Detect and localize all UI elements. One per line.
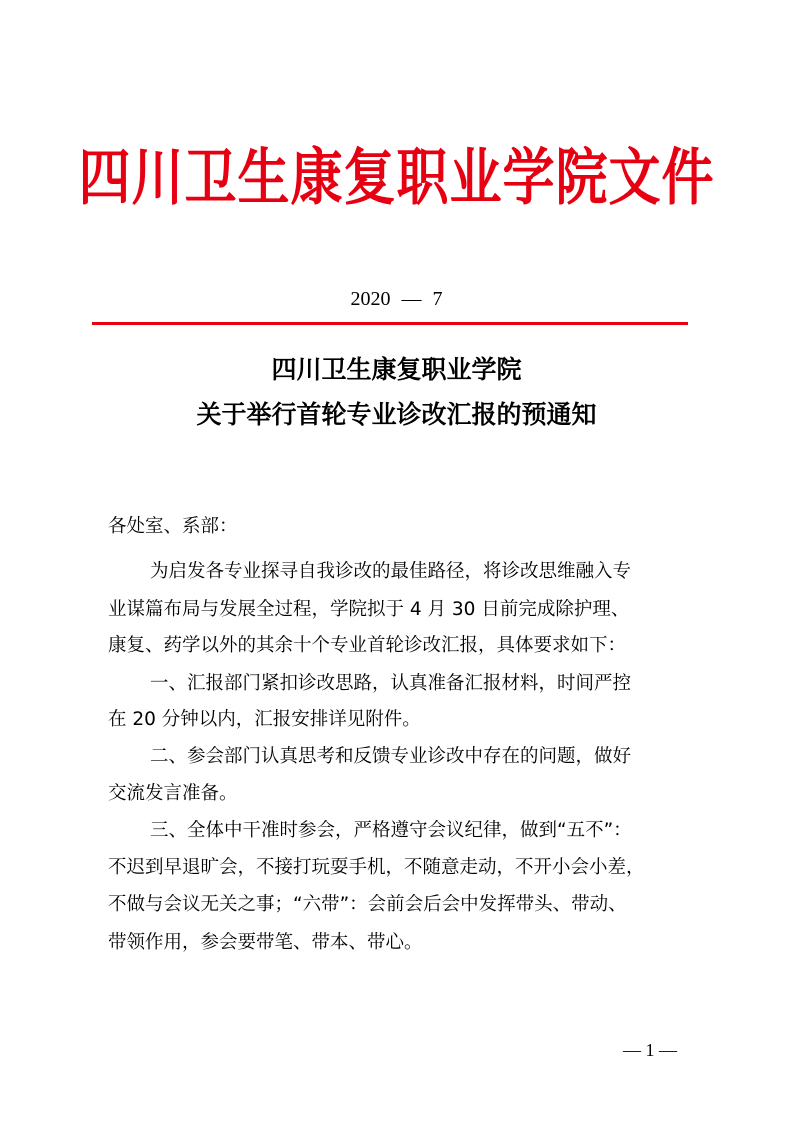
body-line: 三、全体中干准时参会，严格遵守会议纪律，做到“五不”： (150, 820, 632, 841)
body-line: 一、汇报部门紧扣诊改思路，认真准备汇报材料，时间严控 (150, 673, 632, 694)
body-line: 交流发言准备。 (108, 783, 238, 804)
body-line: 不迟到早退旷会，不接打玩耍手机，不随意走动，不开小会小差， (108, 857, 645, 878)
body-line: 带领作用，参会要带笔、带本、带心。 (108, 932, 423, 953)
document-number: 2020 — 7 (350, 288, 443, 310)
body-line: 为启发各专业探寻自我诊改的最佳路径，将诊改思维融入专 (150, 561, 632, 582)
body-line: 业谋篇布局与发展全过程，学院拟于 4 月 30 日前完成除护理、 (108, 599, 630, 620)
body-line: 二、参会部门认真思考和反馈专业诊改中存在的问题，做好 (150, 746, 632, 767)
document-header-title: 四川卫生康复职业学院文件 (78, 142, 715, 215)
notice-title-line1: 四川卫生康复职业学院 (271, 355, 522, 384)
body-line: 康复、药学以外的其余十个专业首轮诊改汇报，具体要求如下： (108, 635, 627, 656)
notice-title-line2: 关于举行首轮专业诊改汇报的预通知 (196, 400, 597, 429)
body-line: 在 20 分钟以内，汇报安排详见附件。 (108, 709, 421, 730)
salutation: 各处室、系部： (108, 516, 238, 537)
body-line: 不做与会议无关之事；“六带”：会前会后会中发挥带头、带动、 (108, 894, 627, 915)
page-number: — 1 — (623, 1040, 677, 1060)
red-separator-line (92, 322, 688, 325)
